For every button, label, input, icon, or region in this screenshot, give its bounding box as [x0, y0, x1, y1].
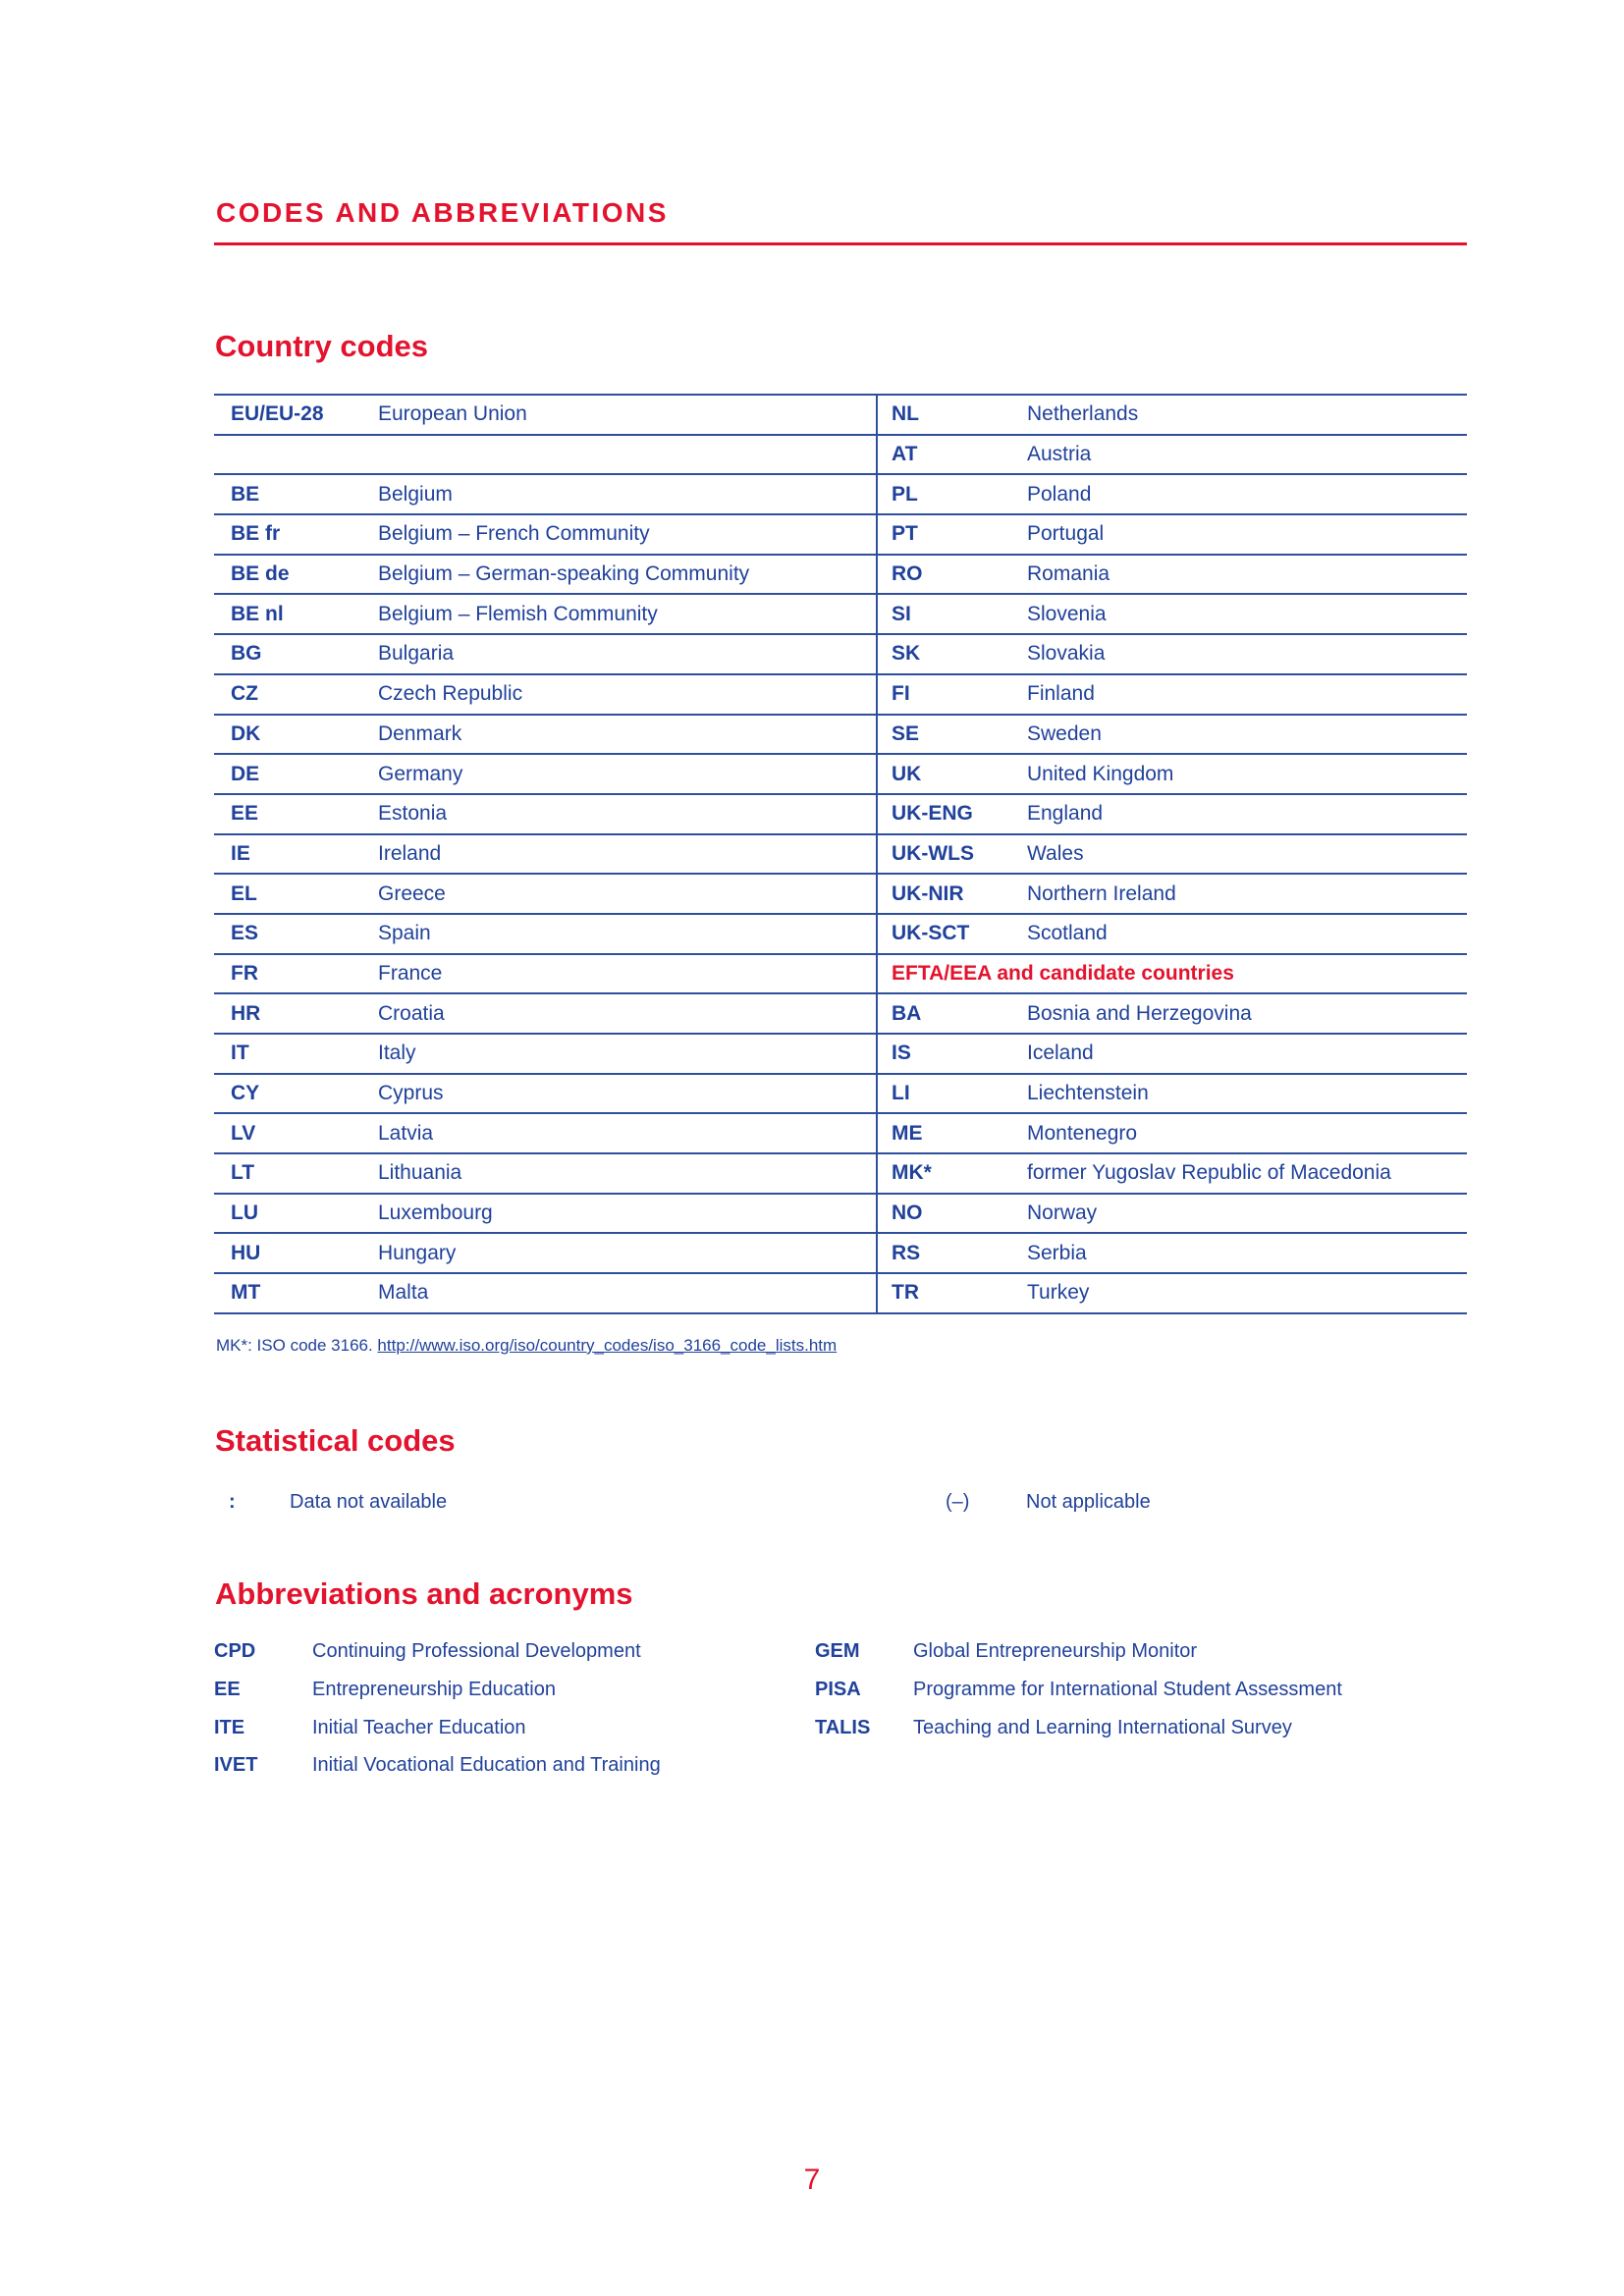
country-name: Spain	[378, 922, 431, 945]
country-code: BG	[231, 642, 262, 666]
country-codes-table	[214, 394, 1467, 1314]
country-code: LU	[231, 1201, 258, 1225]
abbr-definition: Programme for International Student Assessment	[913, 1678, 1342, 1700]
country-code: TR	[876, 1274, 1027, 1312]
country-name: Germany	[378, 762, 463, 785]
stat-symbol-data-not-available: :	[229, 1491, 236, 1513]
table-row	[214, 635, 1467, 675]
stat-label-not-applicable: Not applicable	[1026, 1491, 1151, 1513]
country-name: Denmark	[378, 721, 462, 745]
stat-label-data-not-available: Data not available	[290, 1491, 448, 1513]
page-number: 7	[803, 2163, 821, 2196]
table-row	[214, 795, 1467, 835]
country-code: UK-NIR	[876, 875, 1027, 913]
country-name: Netherlands	[1027, 402, 1139, 426]
table-row	[214, 1274, 1467, 1314]
section-heading-statistical-codes: Statistical codes	[215, 1423, 456, 1458]
page-title: CODES AND ABBREVIATIONS	[216, 197, 669, 228]
abbr-definition: Continuing Professional Development	[312, 1640, 641, 1662]
country-code: HR	[231, 1001, 261, 1025]
country-code: RO	[876, 556, 1027, 594]
country-name: Belgium – French Community	[378, 522, 650, 546]
country-name: Montenegro	[1027, 1121, 1138, 1145]
country-name: Belgium – Flemish Community	[378, 602, 658, 625]
country-name: Serbia	[1027, 1241, 1087, 1264]
country-code: EE	[231, 802, 259, 826]
table-row	[214, 475, 1467, 515]
country-name: Finland	[1027, 682, 1095, 706]
country-code: DK	[231, 721, 261, 745]
table-row	[214, 915, 1467, 955]
table-row	[214, 595, 1467, 635]
country-name: Norway	[1027, 1201, 1098, 1225]
country-code: NL	[876, 396, 1027, 434]
country-name: Malta	[378, 1281, 429, 1305]
abbreviation-item	[815, 1679, 1443, 1717]
country-code: MK*	[876, 1154, 1027, 1193]
country-name: Belgium	[378, 482, 453, 506]
abbr-definition: Entrepreneurship Education	[312, 1678, 556, 1700]
country-name	[378, 436, 876, 474]
country-code: IS	[876, 1035, 1027, 1073]
country-name: Hungary	[378, 1241, 457, 1264]
country-name: Northern Ireland	[1027, 881, 1176, 905]
abbr-code: EE	[214, 1678, 241, 1700]
country-name: Iceland	[1027, 1041, 1094, 1065]
country-code: CY	[231, 1082, 260, 1105]
table-row	[214, 1195, 1467, 1235]
country-name: Latvia	[378, 1121, 434, 1145]
country-code	[214, 436, 378, 474]
country-code: BA	[876, 994, 1027, 1033]
table-row	[214, 515, 1467, 556]
country-name: Bulgaria	[378, 642, 455, 666]
country-name: Czech Republic	[378, 682, 523, 706]
country-name: Croatia	[378, 1001, 445, 1025]
country-code: LT	[231, 1161, 255, 1185]
country-name: Lithuania	[378, 1161, 462, 1185]
table-row	[214, 835, 1467, 876]
country-code: EU/EU-28	[231, 402, 324, 426]
table-row	[214, 1234, 1467, 1274]
country-code: UK-WLS	[876, 835, 1027, 874]
country-code: HU	[231, 1241, 261, 1264]
table-row	[214, 875, 1467, 915]
country-code: RS	[876, 1234, 1027, 1272]
table-row	[214, 556, 1467, 596]
table-row	[214, 1075, 1467, 1115]
table-row	[214, 755, 1467, 795]
section-heading-country-codes: Country codes	[215, 329, 429, 363]
abbr-code: ITE	[214, 1716, 245, 1738]
table-row	[214, 396, 1467, 436]
country-name: England	[1027, 802, 1104, 826]
country-code: FI	[876, 675, 1027, 714]
abbreviation-item	[214, 1717, 803, 1755]
abbreviation-item	[214, 1640, 803, 1679]
table-footnote	[216, 1336, 837, 1356]
table-row	[214, 716, 1467, 756]
country-name: Ireland	[378, 841, 442, 865]
footnote-text: MK*: ISO code 3166.	[216, 1336, 378, 1355]
table-row	[214, 994, 1467, 1035]
abbr-definition: Global Entrepreneurship Monitor	[913, 1640, 1198, 1662]
country-code: NO	[876, 1195, 1027, 1233]
abbr-code: PISA	[815, 1678, 861, 1700]
country-code: BE fr	[231, 522, 281, 546]
abbr-code: IVET	[214, 1754, 258, 1777]
country-name: Austria	[1027, 443, 1092, 466]
abbr-definition: Initial Teacher Education	[312, 1716, 526, 1738]
country-code: LI	[876, 1075, 1027, 1113]
country-name: Slovenia	[1027, 602, 1107, 625]
country-name: Greece	[378, 881, 446, 905]
country-name: Liechtenstein	[1027, 1082, 1149, 1105]
table-subheader-efta: EFTA/EEA and candidate countries	[876, 955, 1467, 993]
table-row	[214, 1114, 1467, 1154]
country-name: Cyprus	[378, 1082, 444, 1105]
country-code: BE nl	[231, 602, 284, 625]
country-code: ES	[231, 922, 259, 945]
country-name: Luxembourg	[378, 1201, 493, 1225]
country-name: Bosnia and Herzegovina	[1027, 1001, 1252, 1025]
country-code: BE de	[231, 562, 290, 586]
footnote-link[interactable]: http://www.iso.org/iso/country_codes/iso_3166_code_lists.htm	[377, 1336, 838, 1355]
country-code: UK-SCT	[876, 915, 1027, 953]
country-code: IT	[231, 1041, 249, 1065]
table-row	[214, 1154, 1467, 1195]
country-name: Turkey	[1027, 1281, 1090, 1305]
country-name: Italy	[378, 1041, 416, 1065]
abbreviation-item	[815, 1717, 1443, 1755]
abbreviation-item	[815, 1640, 1443, 1679]
abbr-definition: Initial Vocational Education and Training	[312, 1754, 661, 1777]
country-name: Poland	[1027, 482, 1092, 506]
stat-symbol-not-applicable: (–)	[946, 1491, 970, 1513]
country-code: UK-ENG	[876, 795, 1027, 833]
country-name: Scotland	[1027, 922, 1108, 945]
country-code: SK	[876, 635, 1027, 673]
table-row	[214, 1035, 1467, 1075]
country-code: LV	[231, 1121, 256, 1145]
country-name: Romania	[1027, 562, 1110, 586]
country-code: CZ	[231, 682, 258, 706]
abbreviations-left-column	[214, 1640, 803, 1792]
country-code: SI	[876, 595, 1027, 633]
country-name: Belgium – German-speaking Community	[378, 562, 750, 586]
abbr-definition: Teaching and Learning International Survey	[913, 1716, 1292, 1738]
country-code: PL	[876, 475, 1027, 513]
country-code: PT	[876, 515, 1027, 554]
abbreviation-item	[214, 1679, 803, 1717]
country-code: AT	[876, 436, 1027, 474]
abbr-code: CPD	[214, 1640, 256, 1662]
abbr-code: TALIS	[815, 1716, 871, 1738]
country-code: EL	[231, 881, 257, 905]
country-code: IE	[231, 841, 250, 865]
country-name: France	[378, 961, 443, 985]
country-name: Portugal	[1027, 522, 1105, 546]
country-code: ME	[876, 1114, 1027, 1152]
section-heading-abbreviations: Abbreviations and acronyms	[215, 1576, 633, 1611]
country-name: Slovakia	[1027, 642, 1106, 666]
abbreviation-item	[214, 1754, 803, 1792]
country-name: Wales	[1027, 841, 1084, 865]
country-code: SE	[876, 716, 1027, 754]
country-code: BE	[231, 482, 260, 506]
country-code: MT	[231, 1281, 261, 1305]
country-name: former Yugoslav Republic of Macedonia	[1027, 1161, 1391, 1185]
table-row	[214, 955, 1467, 995]
country-name: European Union	[378, 402, 527, 426]
table-row	[214, 675, 1467, 716]
table-row	[214, 436, 1467, 476]
abbr-code: GEM	[815, 1640, 860, 1662]
country-name: United Kingdom	[1027, 762, 1174, 785]
country-name: Estonia	[378, 802, 448, 826]
country-name: Sweden	[1027, 721, 1102, 745]
title-rule	[214, 242, 1467, 245]
country-code: FR	[231, 961, 258, 985]
abbreviations-right-column	[815, 1640, 1443, 1754]
country-code: DE	[231, 762, 260, 785]
country-code: UK	[876, 755, 1027, 793]
